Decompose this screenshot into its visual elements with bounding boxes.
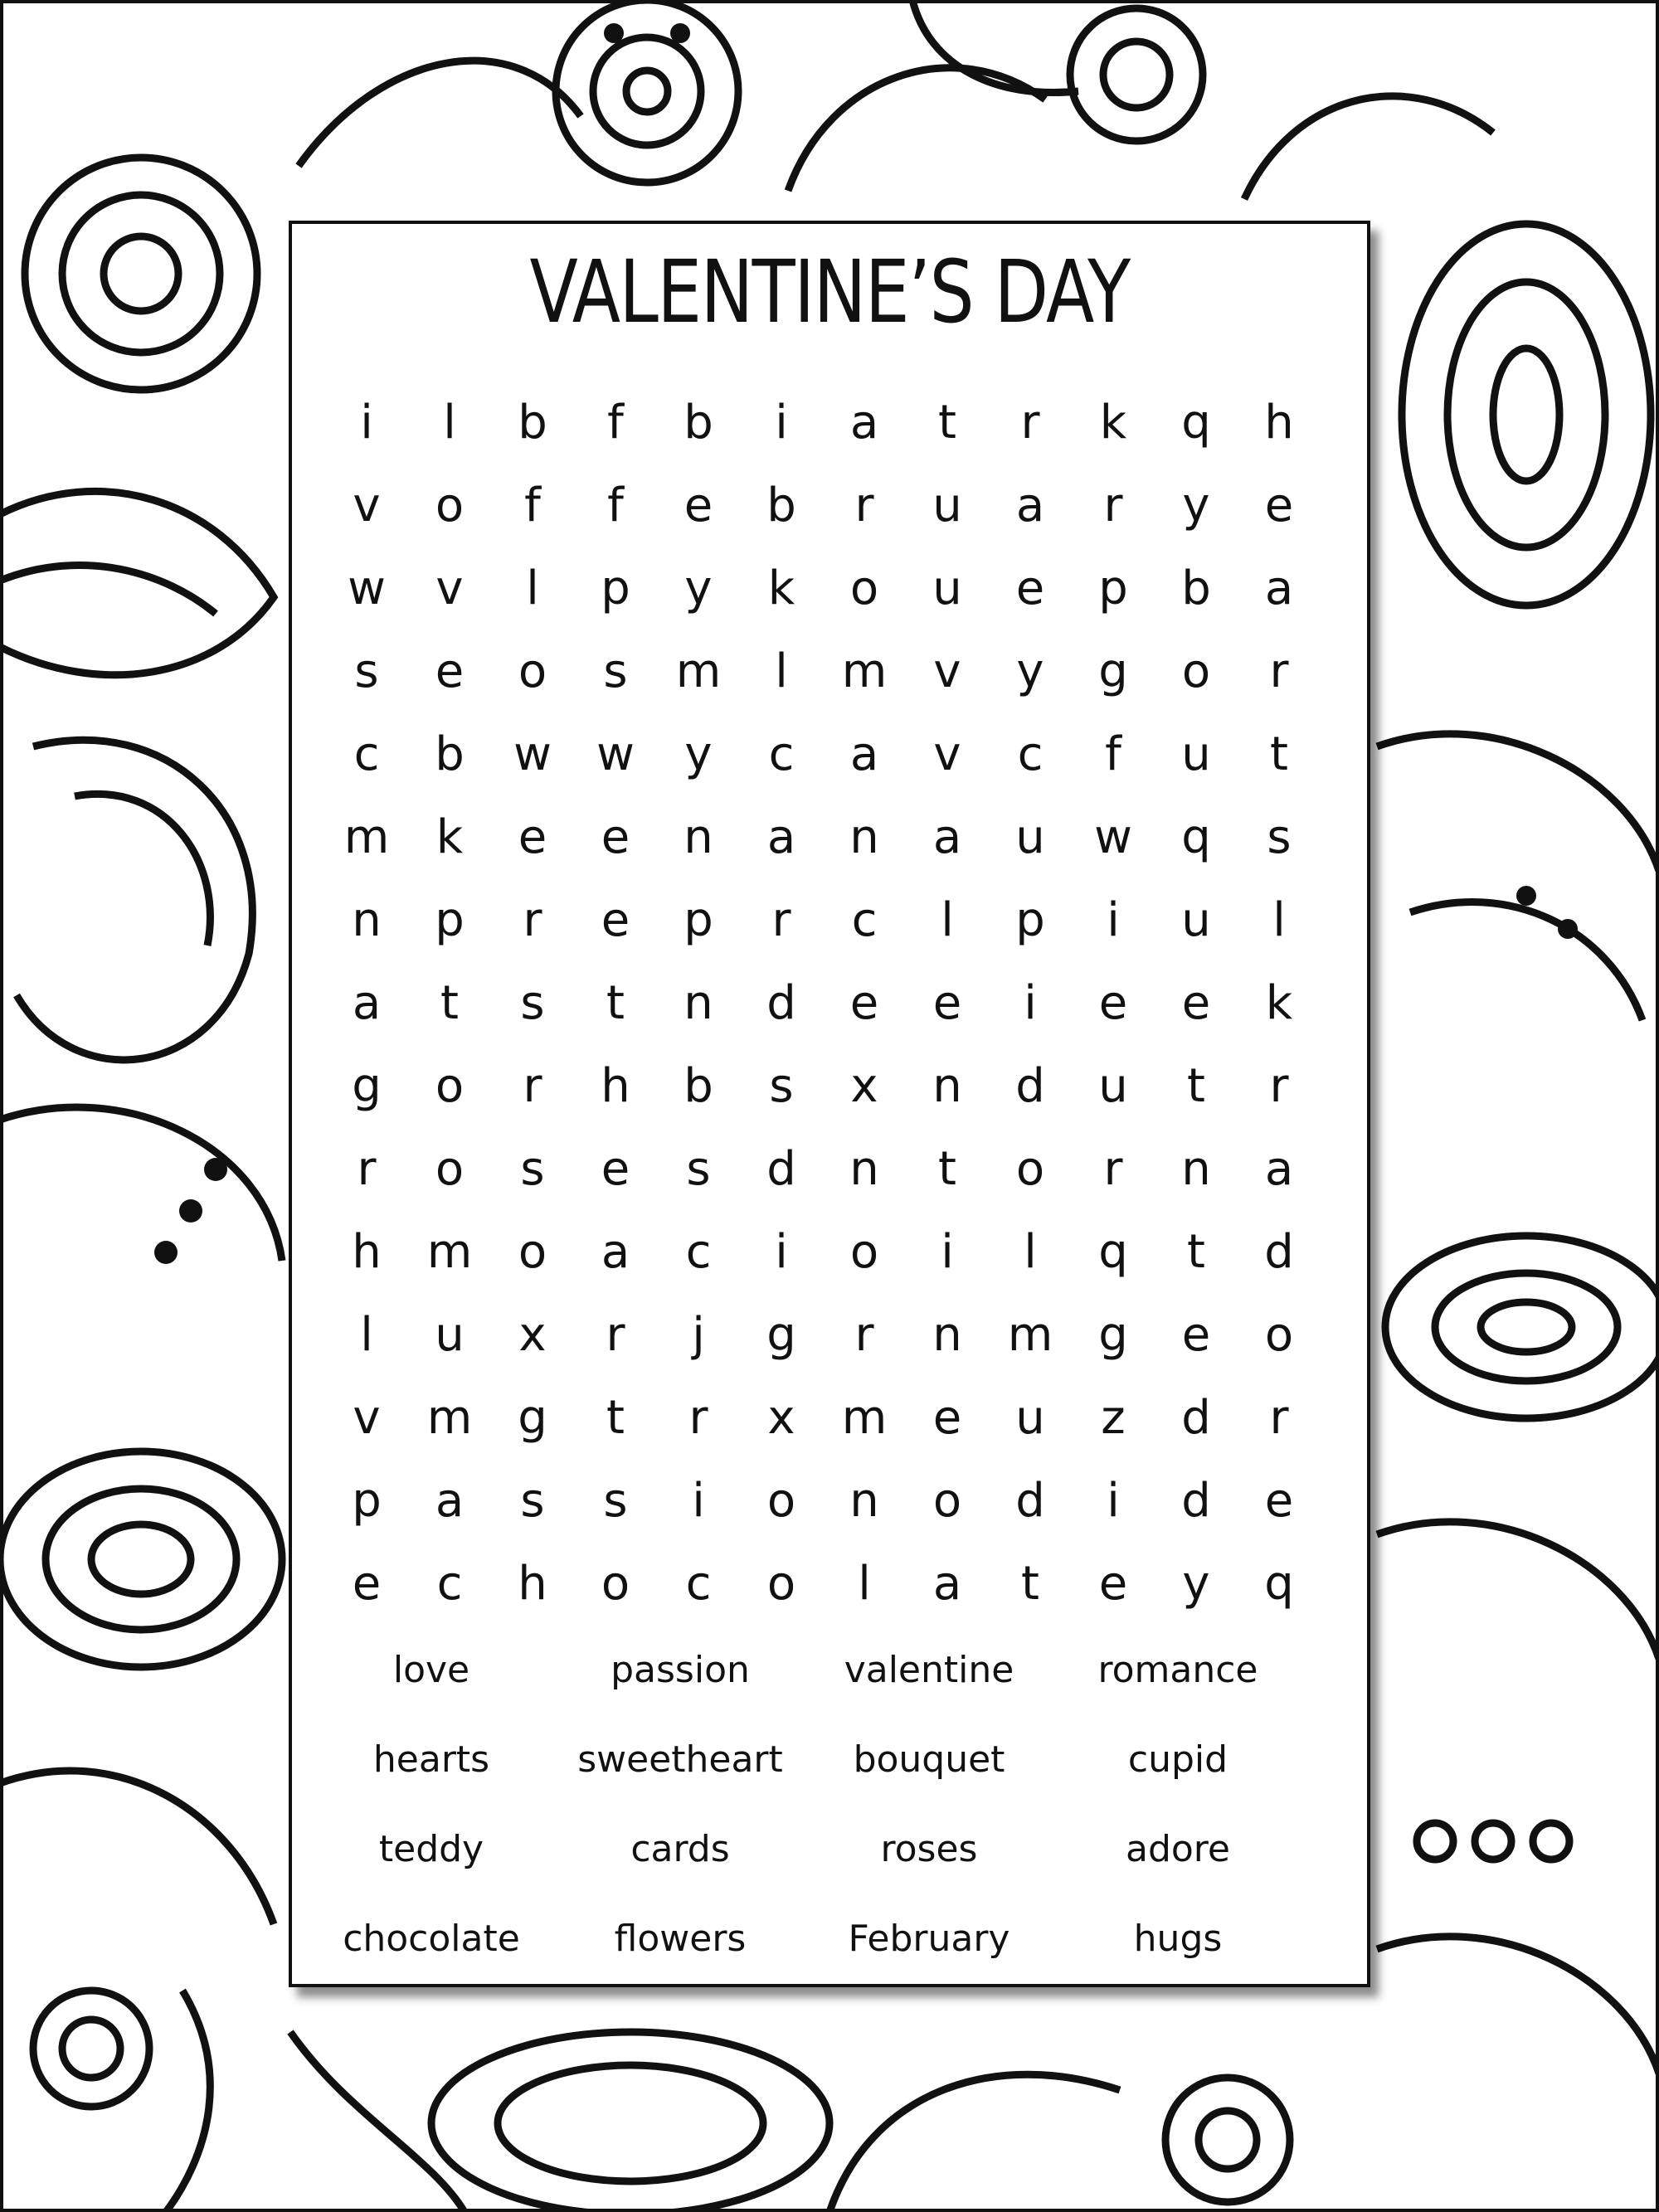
grid-letter[interactable]: a	[766, 810, 796, 864]
grid-row	[325, 713, 1321, 796]
grid-letter[interactable]: e	[849, 976, 879, 1030]
grid-letter[interactable]: e	[1264, 479, 1294, 532]
grid-letter[interactable]: u	[1015, 810, 1045, 864]
grid-letter[interactable]: c	[851, 893, 878, 947]
letter-grid	[325, 382, 1321, 1626]
grid-letter[interactable]: w	[513, 727, 552, 781]
grid-letter[interactable]: o	[849, 1225, 879, 1279]
grid-row	[325, 464, 1321, 547]
grid-letter[interactable]: a	[435, 1474, 465, 1528]
grid-letter[interactable]: i	[1107, 1474, 1120, 1528]
grid-letter[interactable]: a	[1015, 479, 1045, 532]
grid-row	[325, 1211, 1321, 1294]
grid-letter[interactable]: k	[1099, 396, 1127, 450]
grid-letter[interactable]: r	[1269, 644, 1289, 698]
grid-letter[interactable]: u	[1015, 1391, 1045, 1445]
grid-row	[325, 1045, 1321, 1128]
grid-letter[interactable]: k	[1265, 976, 1293, 1030]
grid-letter[interactable]: i	[941, 1225, 954, 1279]
grid-letter[interactable]: a	[352, 976, 382, 1030]
grid-letter[interactable]: n	[932, 1308, 962, 1362]
grid-letter[interactable]: m	[343, 810, 390, 864]
grid-letter[interactable]: e	[932, 1391, 962, 1445]
grid-letter[interactable]: a	[849, 727, 879, 781]
grid-letter[interactable]: r	[606, 1308, 625, 1362]
grid-letter[interactable]: r	[1269, 1059, 1289, 1113]
grid-letter[interactable]: r	[854, 1308, 874, 1362]
word-list-row	[292, 1894, 1367, 1984]
grid-letter[interactable]: g	[1098, 1308, 1128, 1362]
grid-letter[interactable]: n	[352, 893, 382, 947]
grid-letter[interactable]: a	[932, 1557, 962, 1611]
grid-row	[325, 547, 1321, 630]
grid-letter[interactable]: l	[941, 893, 954, 947]
word-list-item: teddy	[378, 1828, 484, 1870]
grid-letter[interactable]: o	[435, 1059, 465, 1113]
grid-letter[interactable]: z	[1101, 1391, 1126, 1445]
grid-letter[interactable]: e	[1181, 1308, 1211, 1362]
grid-letter[interactable]: q	[1098, 1225, 1128, 1279]
grid-letter[interactable]: r	[523, 893, 542, 947]
word-list-item: passion	[611, 1649, 750, 1691]
grid-letter[interactable]: b	[684, 396, 713, 450]
grid-letter[interactable]: e	[1098, 1557, 1128, 1611]
grid-letter[interactable]: e	[1098, 976, 1128, 1030]
grid-letter[interactable]: s	[520, 976, 545, 1030]
grid-letter[interactable]: q	[1181, 396, 1211, 450]
grid-letter[interactable]: k	[435, 810, 464, 864]
grid-letter[interactable]: b	[766, 479, 796, 532]
word-list-item: February	[848, 1918, 1010, 1960]
grid-letter[interactable]: u	[1181, 727, 1211, 781]
grid-letter[interactable]: y	[1182, 1557, 1210, 1611]
grid-letter[interactable]: w	[348, 562, 386, 615]
grid-letter[interactable]: h	[601, 1059, 630, 1113]
grid-letter[interactable]: p	[684, 893, 713, 947]
word-list-row	[292, 1715, 1367, 1805]
grid-letter[interactable]: s	[686, 1142, 711, 1196]
grid-letter[interactable]: o	[1264, 1308, 1294, 1362]
word-list	[292, 1626, 1367, 1984]
grid-letter[interactable]: p	[435, 893, 465, 947]
grid-letter[interactable]: p	[1098, 562, 1128, 615]
grid-letter[interactable]: t	[1021, 1557, 1039, 1611]
grid-letter[interactable]: e	[1181, 976, 1211, 1030]
grid-letter[interactable]: r	[1020, 396, 1040, 450]
grid-letter[interactable]: u	[1181, 893, 1211, 947]
grid-row	[325, 962, 1321, 1045]
grid-letter[interactable]: j	[692, 1308, 705, 1362]
grid-letter[interactable]: d	[1015, 1474, 1045, 1528]
grid-letter[interactable]: a	[1264, 562, 1294, 615]
grid-letter[interactable]: x	[850, 1059, 878, 1113]
grid-letter[interactable]: u	[1098, 1059, 1128, 1113]
grid-letter[interactable]: r	[357, 1142, 377, 1196]
grid-letter[interactable]: g	[518, 1391, 547, 1445]
grid-letter[interactable]: e	[601, 893, 630, 947]
grid-letter[interactable]: v	[435, 562, 464, 615]
grid-letter[interactable]: p	[1015, 893, 1045, 947]
grid-letter[interactable]: b	[1181, 562, 1211, 615]
grid-letter[interactable]: b	[435, 727, 465, 781]
grid-letter[interactable]: m	[675, 644, 722, 698]
grid-letter[interactable]: l	[1024, 1225, 1037, 1279]
grid-letter[interactable]: x	[767, 1391, 795, 1445]
grid-letter[interactable]: a	[1264, 1142, 1294, 1196]
grid-letter[interactable]: e	[932, 976, 962, 1030]
grid-letter[interactable]: d	[766, 976, 796, 1030]
grid-letter[interactable]: w	[596, 727, 635, 781]
grid-letter[interactable]: n	[849, 1474, 879, 1528]
grid-letter[interactable]: b	[518, 396, 547, 450]
grid-letter[interactable]: o	[518, 1225, 547, 1279]
grid-letter[interactable]: t	[606, 1391, 625, 1445]
grid-letter[interactable]: o	[1181, 644, 1211, 698]
word-list-item: roses	[880, 1828, 978, 1870]
grid-letter[interactable]: f	[1105, 727, 1121, 781]
word-list-item: cards	[630, 1828, 730, 1870]
grid-letter[interactable]: o	[766, 1474, 796, 1528]
grid-letter[interactable]: d	[1264, 1225, 1294, 1279]
grid-letter[interactable]: y	[684, 727, 713, 781]
grid-letter[interactable]: o	[849, 562, 879, 615]
grid-letter[interactable]: r	[688, 1391, 708, 1445]
grid-letter[interactable]: t	[938, 396, 956, 450]
grid-letter[interactable]: h	[1264, 396, 1294, 450]
word-list-item: hugs	[1133, 1918, 1223, 1960]
grid-letter[interactable]: n	[849, 810, 879, 864]
grid-letter[interactable]: v	[933, 727, 961, 781]
grid-row	[325, 382, 1321, 464]
grid-row	[325, 1377, 1321, 1460]
grid-letter[interactable]: e	[518, 810, 547, 864]
grid-letter[interactable]: y	[684, 562, 713, 615]
grid-letter[interactable]: r	[771, 893, 791, 947]
grid-letter[interactable]: m	[426, 1391, 473, 1445]
grid-letter[interactable]: s	[1267, 810, 1292, 864]
grid-letter[interactable]: s	[603, 1474, 628, 1528]
grid-letter[interactable]: o	[601, 1557, 630, 1611]
grid-letter[interactable]: r	[854, 479, 874, 532]
grid-letter[interactable]: c	[768, 727, 795, 781]
word-list-item: romance	[1097, 1649, 1258, 1691]
word-list-item: adore	[1125, 1828, 1230, 1870]
grid-letter[interactable]: m	[426, 1225, 473, 1279]
grid-letter[interactable]: h	[518, 1557, 547, 1611]
grid-letter[interactable]: s	[520, 1474, 545, 1528]
grid-letter[interactable]: o	[932, 1474, 962, 1528]
grid-letter[interactable]: y	[1182, 479, 1210, 532]
grid-letter[interactable]: t	[1187, 1059, 1205, 1113]
grid-letter[interactable]: v	[933, 644, 961, 698]
grid-row	[325, 630, 1321, 713]
grid-letter[interactable]: i	[1024, 976, 1037, 1030]
grid-letter[interactable]: e	[601, 1142, 630, 1196]
grid-row	[325, 1543, 1321, 1626]
grid-letter[interactable]: l	[360, 1308, 373, 1362]
grid-row	[325, 796, 1321, 879]
grid-letter[interactable]: i	[1107, 893, 1120, 947]
word-list-item: valentine	[844, 1649, 1014, 1691]
grid-letter[interactable]: b	[684, 1059, 713, 1113]
grid-letter[interactable]: c	[685, 1557, 712, 1611]
grid-letter[interactable]: o	[435, 1142, 465, 1196]
grid-letter[interactable]: r	[1269, 1391, 1289, 1445]
grid-letter[interactable]: e	[1015, 562, 1045, 615]
word-list-item: cupid	[1127, 1738, 1228, 1781]
word-search-panel	[289, 221, 1370, 1987]
grid-letter[interactable]: e	[435, 644, 465, 698]
grid-letter[interactable]: g	[352, 1059, 382, 1113]
grid-letter[interactable]: x	[518, 1308, 547, 1362]
grid-letter[interactable]: e	[684, 479, 713, 532]
grid-letter[interactable]: k	[767, 562, 795, 615]
word-list-item: hearts	[372, 1738, 490, 1781]
word-list-item: love	[392, 1649, 470, 1691]
grid-letter[interactable]: u	[932, 479, 962, 532]
grid-letter[interactable]: s	[769, 1059, 794, 1113]
grid-letter[interactable]: a	[849, 396, 879, 450]
grid-letter[interactable]: t	[1187, 1225, 1205, 1279]
grid-letter[interactable]: s	[354, 644, 379, 698]
grid-letter[interactable]: m	[841, 644, 888, 698]
grid-letter[interactable]: g	[766, 1308, 796, 1362]
grid-letter[interactable]: c	[685, 1225, 712, 1279]
grid-letter[interactable]: f	[607, 396, 624, 450]
grid-letter[interactable]: t	[606, 976, 625, 1030]
grid-letter[interactable]: t	[440, 976, 459, 1030]
grid-letter[interactable]: q	[1181, 810, 1211, 864]
grid-letter[interactable]: t	[1270, 727, 1288, 781]
grid-letter[interactable]: y	[1016, 644, 1044, 698]
grid-letter[interactable]: s	[603, 644, 628, 698]
word-list-item: chocolate	[343, 1918, 520, 1960]
grid-letter[interactable]: i	[692, 1474, 705, 1528]
grid-letter[interactable]: c	[353, 727, 380, 781]
grid-letter[interactable]: n	[684, 810, 713, 864]
grid-letter[interactable]: o	[435, 479, 465, 532]
grid-letter[interactable]: n	[932, 1059, 962, 1113]
grid-letter[interactable]: d	[1015, 1059, 1045, 1113]
grid-letter[interactable]: e	[352, 1557, 382, 1611]
grid-letter[interactable]: a	[932, 810, 962, 864]
grid-letter[interactable]: u	[435, 1308, 465, 1362]
page-title: VALENTINE’S DAY	[529, 241, 1130, 343]
grid-letter[interactable]: n	[1181, 1142, 1211, 1196]
grid-letter[interactable]: t	[938, 1142, 956, 1196]
word-list-item: flowers	[614, 1918, 747, 1960]
word-list-row	[292, 1805, 1367, 1894]
grid-letter[interactable]: l	[526, 562, 539, 615]
grid-letter[interactable]: r	[1103, 1142, 1123, 1196]
grid-letter[interactable]: w	[1094, 810, 1132, 864]
grid-letter[interactable]: l	[1272, 893, 1286, 947]
grid-letter[interactable]: d	[1181, 1474, 1211, 1528]
grid-row	[325, 879, 1321, 962]
word-list-item: sweetheart	[577, 1738, 783, 1781]
grid-letter[interactable]: d	[1181, 1391, 1211, 1445]
grid-letter[interactable]: l	[443, 396, 456, 450]
grid-letter[interactable]: d	[766, 1142, 796, 1196]
grid-letter[interactable]: m	[1007, 1308, 1053, 1362]
grid-row	[325, 1128, 1321, 1211]
grid-letter[interactable]: n	[849, 1142, 879, 1196]
grid-letter[interactable]: c	[1017, 727, 1044, 781]
grid-letter[interactable]: o	[1015, 1142, 1045, 1196]
grid-letter[interactable]: l	[775, 644, 788, 698]
grid-letter[interactable]: o	[766, 1557, 796, 1611]
grid-letter[interactable]: r	[523, 1059, 542, 1113]
grid-letter[interactable]: g	[1098, 644, 1128, 698]
grid-letter[interactable]: v	[353, 1391, 381, 1445]
grid-letter[interactable]: m	[841, 1391, 888, 1445]
grid-letter[interactable]: i	[775, 1225, 788, 1279]
grid-letter[interactable]: p	[352, 1474, 382, 1528]
word-list-item: bouquet	[853, 1738, 1005, 1781]
grid-letter[interactable]: u	[932, 562, 962, 615]
grid-letter[interactable]: r	[1103, 479, 1123, 532]
grid-letter[interactable]: o	[518, 644, 547, 698]
grid-letter[interactable]: q	[1264, 1557, 1294, 1611]
grid-letter[interactable]: e	[601, 810, 630, 864]
grid-letter[interactable]: a	[601, 1225, 630, 1279]
grid-letter[interactable]: i	[360, 396, 373, 450]
grid-letter[interactable]: h	[352, 1225, 382, 1279]
grid-letter[interactable]: f	[524, 479, 541, 532]
grid-letter[interactable]: p	[601, 562, 630, 615]
grid-letter[interactable]: f	[607, 479, 624, 532]
grid-letter[interactable]: e	[1264, 1474, 1294, 1528]
grid-letter[interactable]: l	[858, 1557, 871, 1611]
grid-row	[325, 1294, 1321, 1377]
grid-letter[interactable]: v	[353, 479, 381, 532]
grid-letter[interactable]: c	[436, 1557, 463, 1611]
grid-letter[interactable]: n	[684, 976, 713, 1030]
grid-row	[325, 1460, 1321, 1543]
word-list-row	[292, 1626, 1367, 1715]
grid-letter[interactable]: i	[775, 396, 788, 450]
grid-letter[interactable]: s	[520, 1142, 545, 1196]
